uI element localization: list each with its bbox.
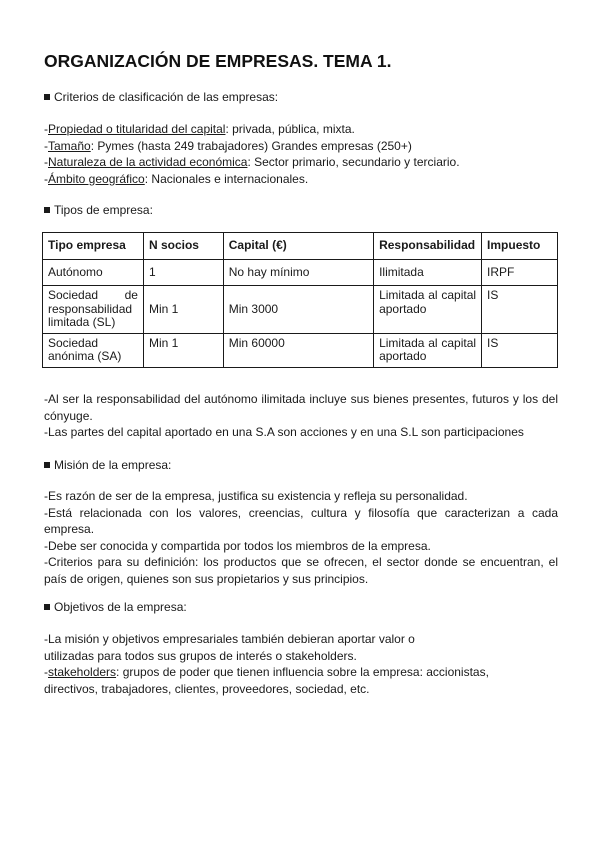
table-cell: Sociedad anónima (SA) [43,333,144,367]
table-row [43,260,558,286]
table-header-cell: Impuesto [482,233,558,260]
objetivo-line: utilizadas para todos sus grupos de interés o stakeholders. [44,648,357,663]
table-cell: Min 1 [143,286,223,334]
tipos-notes [44,391,558,441]
square-bullet-icon [44,207,50,213]
table-cell: IRPF [482,260,558,286]
table-cell: IS [482,333,558,367]
criterios-list [44,121,558,187]
table-cell: Autónomo [43,260,144,286]
table-cell: Limitada al capital aportado [374,333,482,367]
table-cell: Limitada al capital aportado [374,286,482,334]
table-header-cell: N socios [143,233,223,260]
table-cell: No hay mínimo [223,260,373,286]
stakeholders-line-cont: directivos, trabajadores, clientes, proveedores, sociedad, etc. [44,681,370,696]
criterio-item: -Propiedad o titularidad del capital: privada, pública, mixta. [44,122,355,136]
section-heading-mision: Misión de la empresa: [44,458,171,473]
criterio-item: -Ámbito geográfico: Nacionales e internacionales. [44,171,309,186]
section-heading-criterios: Criterios de clasificación de las empresas: [44,90,278,105]
square-bullet-icon [44,462,50,468]
table-row [43,333,558,367]
objetivos-list [44,631,558,697]
criterio-item: -Naturaleza de la actividad económica: Sector primario, secundario y terciario. [44,155,460,169]
table-header-row [43,233,558,260]
note-line: -Las partes del capital aportado en una S.A son acciones y en una S.L son participaciones [44,425,524,439]
table-header-cell: Capital (€) [223,233,373,260]
mision-item: -Es razón de ser de la empresa, justifica su existencia y refleja su personalidad. [44,489,468,503]
table-cell: Min 1 [143,333,223,367]
table-row [43,286,558,334]
table-cell: Ilimitada [374,260,482,286]
section-heading-objetivos: Objetivos de la empresa: [44,600,187,615]
mision-item: -Criterios para su definición: los productos que se ofrecen, el sector donde se encuentran, el país de origen, quienes son sus propietarios y sus principios. [44,555,558,586]
table-cell: 1 [143,260,223,286]
objetivo-line: -La misión y objetivos empresariales también debieran aportar valor o [44,632,415,646]
criterio-item: -Tamaño: Pymes (hasta 249 trabajadores) Grandes empresas (250+) [44,138,412,153]
table-header-cell: Tipo empresa [43,233,144,260]
page-title: ORGANIZACIÓN DE EMPRESAS. TEMA 1. [44,51,392,71]
table-cell: Min 60000 [223,333,373,367]
square-bullet-icon [44,604,50,610]
table-cell: Sociedad de responsabilidad limitada (SL) [43,286,144,334]
table-header-cell: Responsabilidad [374,233,482,260]
note-line: -Al ser la responsabilidad del autónomo ilimitada incluye sus bienes presentes, futuros y los del cónyuge. [44,392,558,423]
square-bullet-icon [44,94,50,100]
company-types-table [42,232,558,368]
table-cell: Min 3000 [223,286,373,334]
mision-item: -Está relacionada con los valores, creencias, cultura y filosofía que caracterizan a cada empresa. [44,505,558,536]
section-heading-tipos: Tipos de empresa: [44,203,153,218]
mision-list [44,488,558,587]
table-cell: IS [482,286,558,334]
stakeholders-line: -stakeholders: grupos de poder que tienen influencia sobre la empresa: accionistas, [44,665,489,679]
mision-item: -Debe ser conocida y compartida por todos los miembros de la empresa. [44,538,431,553]
